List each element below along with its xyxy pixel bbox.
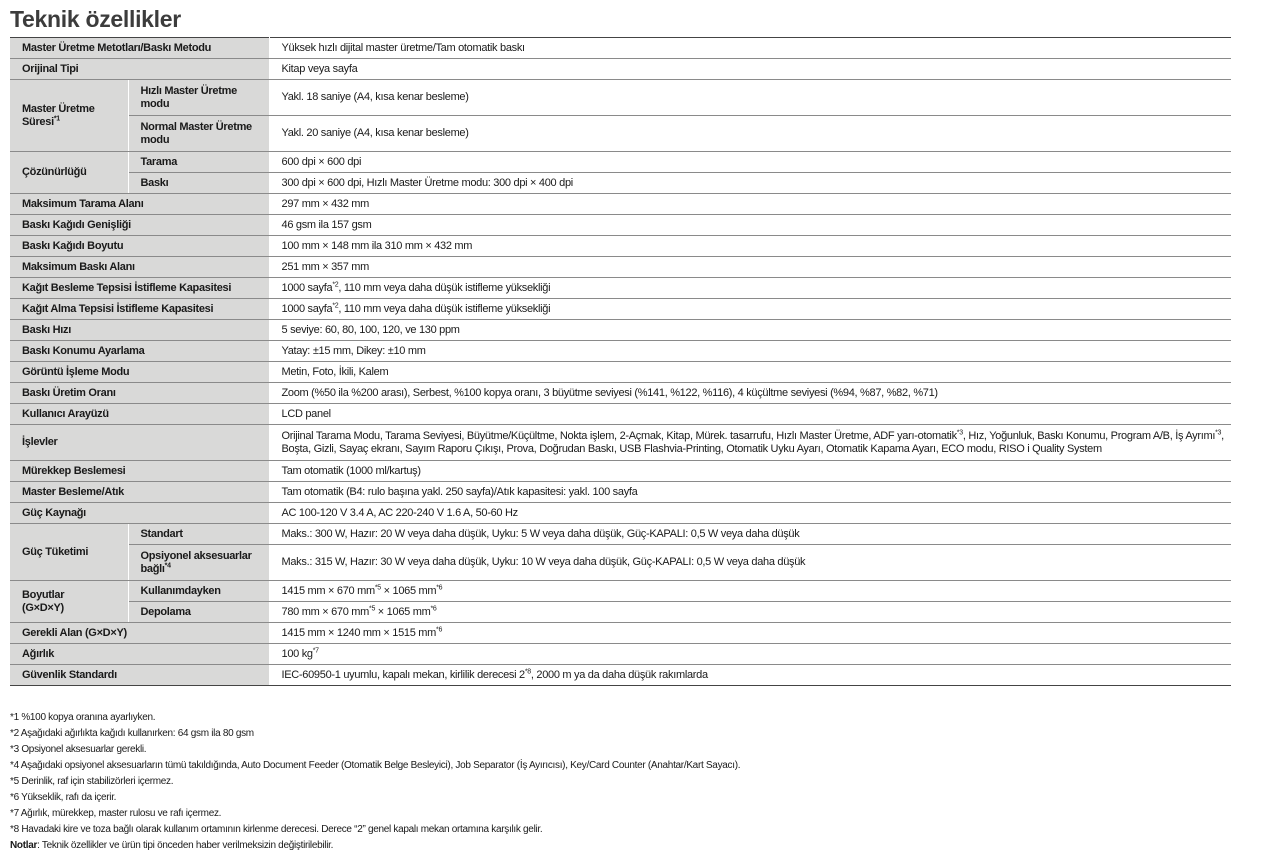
row-value: 251 mm × 357 mm xyxy=(269,257,1231,278)
table-row xyxy=(10,236,1231,257)
footnote-ref: *1 xyxy=(53,114,60,122)
table-row xyxy=(10,59,1231,80)
row-value: 297 mm × 432 mm xyxy=(269,194,1231,215)
row-value: 5 seviye: 60, 80, 100, 120, ve 130 ppm xyxy=(269,320,1231,341)
row-label: Kullanıcı Arayüzü xyxy=(10,404,269,425)
table-row xyxy=(10,581,1231,602)
footnotes xyxy=(10,710,740,854)
table-row xyxy=(10,665,1231,686)
table-row xyxy=(10,383,1231,404)
row-value: Yakl. 20 saniye (A4, kısa kenar besleme) xyxy=(269,116,1231,152)
footnote-ref: *6 xyxy=(436,625,443,633)
value-text: Orijinal Tarama Modu, Tarama Seviyesi, Büyütme/Küçültme, Nokta işlem, 2-Açmak, Kitap, Mürek. tasarrufu, Hızlı Master Üretme, ADF yarı-otomatik xyxy=(281,429,957,442)
footnote-ref: *2 xyxy=(332,280,339,288)
table-row xyxy=(10,320,1231,341)
table-row xyxy=(10,278,1231,299)
row-label: Ağırlık xyxy=(10,644,269,665)
table-row xyxy=(10,404,1231,425)
table-row xyxy=(10,215,1231,236)
row-value: Tam otomatik (B4: rulo başına yakl. 250 sayfa)/Atık kapasitesi: yakl. 100 sayfa xyxy=(269,482,1231,503)
footnote: *1 %100 kopya oranına ayarlıyken. xyxy=(10,712,156,723)
table-row xyxy=(10,38,1231,59)
footnote: *6 Yükseklik, rafı da içerir. xyxy=(10,792,117,803)
value-text: , 110 mm veya daha düşük istifleme yüksekliği xyxy=(338,281,551,294)
row-value: Metin, Foto, İkili, Kalem xyxy=(269,362,1231,383)
row-value: 300 dpi × 600 dpi, Hızlı Master Üretme modu: 300 dpi × 400 dpi xyxy=(269,173,1231,194)
spec-table xyxy=(10,37,1231,686)
table-row xyxy=(10,503,1231,524)
row-label: Baskı Konumu Ayarlama xyxy=(10,341,269,362)
value-text: , 110 mm veya daha düşük istifleme yüksekliği xyxy=(338,302,551,315)
footnote: *7 Ağırlık, mürekkep, master rulosu ve rafı içermez. xyxy=(10,808,222,819)
table-row xyxy=(10,341,1231,362)
footnote-ref: *5 xyxy=(369,604,376,612)
row-label xyxy=(10,581,128,623)
footnote-ref: *4 xyxy=(164,561,171,569)
row-label: Kağıt Besleme Tepsisi İstifleme Kapasitesi xyxy=(10,278,269,299)
table-row xyxy=(10,425,1231,461)
sub-label: Tarama xyxy=(128,152,269,173)
row-label: Çözünürlüğü xyxy=(10,152,128,194)
footnote-ref: *6 xyxy=(430,604,437,612)
row-value: Maks.: 315 W, Hazır: 30 W veya daha düşük, Uyku: 10 W veya daha düşük, Güç-KAPALI: 0,5 W veya daha düşük xyxy=(269,545,1231,581)
sub-label: Kullanımdayken xyxy=(128,581,269,602)
footnote: *3 Opsiyonel aksesuarlar gerekli. xyxy=(10,744,147,755)
row-label: Kağıt Alma Tepsisi İstifleme Kapasitesi xyxy=(10,299,269,320)
value-text: , 2000 m ya da daha düşük rakımlarda xyxy=(530,668,708,681)
value-text: 1415 mm × 1240 mm × 1515 mm xyxy=(281,626,437,639)
row-label: Baskı Kağıdı Genişliği xyxy=(10,215,269,236)
value-text: 1415 mm × 670 mm xyxy=(281,584,375,597)
row-label: Baskı Hızı xyxy=(10,320,269,341)
row-label: Master Üretme Metotları/Baskı Metodu xyxy=(10,38,269,59)
row-label xyxy=(10,80,128,152)
sub-label: Normal Master Üretme modu xyxy=(128,116,269,152)
row-value: Maks.: 300 W, Hazır: 20 W veya daha düşük, Uyku: 5 W veya daha düşük, Güç-KAPALI: 0,5 W veya daha düşük xyxy=(269,524,1231,545)
value-text: IEC-60950-1 uyumlu, kapalı mekan, kirlilik derecesi 2 xyxy=(281,668,525,681)
value-text: 100 kg xyxy=(281,647,313,660)
row-value: Tam otomatik (1000 ml/kartuş) xyxy=(269,461,1231,482)
footnote-ref: *7 xyxy=(312,646,319,654)
value-text: × 1065 mm xyxy=(375,605,431,618)
row-label: Baskı Kağıdı Boyutu xyxy=(10,236,269,257)
value-text: , Hız, Yoğunluk, Baskı Konumu, Program A/B, İş Ayrımı xyxy=(962,429,1216,442)
row-label: Maksimum Baskı Alanı xyxy=(10,257,269,278)
row-label: Mürekkep Beslemesi xyxy=(10,461,269,482)
row-value: Yakl. 18 saniye (A4, kısa kenar besleme) xyxy=(269,80,1231,116)
table-row xyxy=(10,194,1231,215)
sub-label-text: Opsiyonel aksesuarlar bağlı xyxy=(140,549,252,575)
table-row xyxy=(10,623,1231,644)
row-label: İşlevler xyxy=(10,425,269,461)
footnote-ref: *3 xyxy=(1215,428,1222,436)
notes-label: Notlar xyxy=(10,840,38,851)
table-row xyxy=(10,362,1231,383)
row-label: Maksimum Tarama Alanı xyxy=(10,194,269,215)
row-value xyxy=(269,278,1231,299)
sub-label: Depolama xyxy=(128,602,269,623)
row-value: Kitap veya sayfa xyxy=(269,59,1231,80)
row-label-text: (G×D×Y) xyxy=(22,601,64,614)
sub-label xyxy=(128,545,269,581)
table-row xyxy=(10,545,1231,581)
page-title: Teknik özellikler xyxy=(10,6,181,32)
row-value: 100 mm × 148 mm ila 310 mm × 432 mm xyxy=(269,236,1231,257)
table-row xyxy=(10,257,1231,278)
footnote: *5 Derinlik, raf için stabilizörleri içermez. xyxy=(10,776,174,787)
row-value: 46 gsm ila 157 gsm xyxy=(269,215,1231,236)
row-label: Master Besleme/Atık xyxy=(10,482,269,503)
table-row xyxy=(10,644,1231,665)
row-value: Yüksek hızlı dijital master üretme/Tam otomatik baskı xyxy=(269,38,1231,59)
row-value xyxy=(269,581,1231,602)
sub-label: Standart xyxy=(128,524,269,545)
row-value: 600 dpi × 600 dpi xyxy=(269,152,1231,173)
row-value xyxy=(269,623,1231,644)
table-row xyxy=(10,152,1231,173)
row-value: Yatay: ±15 mm, Dikey: ±10 mm xyxy=(269,341,1231,362)
footnote-ref: *5 xyxy=(374,583,381,591)
footnote: *2 Aşağıdaki ağırlıkta kağıdı kullanırken: 64 gsm ila 80 gsm xyxy=(10,728,254,739)
row-label: Güvenlik Standardı xyxy=(10,665,269,686)
row-value: AC 100-120 V 3.4 A, AC 220-240 V 1.6 A, 50-60 Hz xyxy=(269,503,1231,524)
value-text: 1000 sayfa xyxy=(281,281,333,294)
row-value xyxy=(269,299,1231,320)
table-row xyxy=(10,482,1231,503)
table-row xyxy=(10,116,1231,152)
row-label: Güç Tüketimi xyxy=(10,524,128,581)
value-text: , Boşta, Gizli, Sayaç ekranı, Sayım Raporu Çıkışı, Prova, Doğrudan Baskı, USB Flashvia-Printing, Otomatik Uyku Ayarı, Otomatik Kapama Ayarı, ECO modu, RISO i Quality System xyxy=(281,429,1224,455)
row-value xyxy=(269,602,1231,623)
row-label: Baskı Üretim Oranı xyxy=(10,383,269,404)
footnote: *8 Havadaki kire ve toza bağlı olarak kullanım ortamının kirlenme derecesi. Derece “2” genel kapalı mekan ortamına karşılık gelir. xyxy=(10,824,543,835)
sub-label: Baskı xyxy=(128,173,269,194)
table-row xyxy=(10,173,1231,194)
row-label-text: Boyutlar xyxy=(22,588,65,601)
footnote-ref: *3 xyxy=(956,428,963,436)
footnote-ref: *6 xyxy=(436,583,443,591)
row-value xyxy=(269,644,1231,665)
table-row xyxy=(10,602,1231,623)
value-text: 1000 sayfa xyxy=(281,302,333,315)
table-row xyxy=(10,299,1231,320)
row-label: Güç Kaynağı xyxy=(10,503,269,524)
table-row xyxy=(10,80,1231,116)
row-value xyxy=(269,425,1231,461)
value-text: 780 mm × 670 mm xyxy=(281,605,370,618)
table-row xyxy=(10,524,1231,545)
row-label: Orijinal Tipi xyxy=(10,59,269,80)
table-row xyxy=(10,461,1231,482)
notes-line xyxy=(10,838,740,854)
row-value: Zoom (%50 ila %200 arası), Serbest, %100 kopya oranı, 3 büyütme seviyesi (%141, %122, %116), 4 küçültme seviyesi (%94, %87, %82, %71) xyxy=(269,383,1231,404)
footnote-ref: *8 xyxy=(524,667,531,675)
value-text: × 1065 mm xyxy=(380,584,437,597)
footnote-ref: *2 xyxy=(332,301,339,309)
row-label: Gerekli Alan (G×D×Y) xyxy=(10,623,269,644)
footnote: *4 Aşağıdaki opsiyonel aksesuarların tümü takıldığında, Auto Document Feeder (Otomatik Belge Besleyici), Job Separator (İş Ayırıcısı), Key/Card Counter (Anahtar/Kart Sayacı). xyxy=(10,760,741,771)
row-label-text: Master Üretme Süresi xyxy=(22,102,95,128)
sub-label: Hızlı Master Üretme modu xyxy=(128,80,269,116)
notes-text: : Teknik özellikler ve ürün tipi önceden haber verilmeksizin değiştirilebilir. xyxy=(37,840,334,851)
row-label: Görüntü İşleme Modu xyxy=(10,362,269,383)
row-value: LCD panel xyxy=(269,404,1231,425)
row-value xyxy=(269,665,1231,686)
